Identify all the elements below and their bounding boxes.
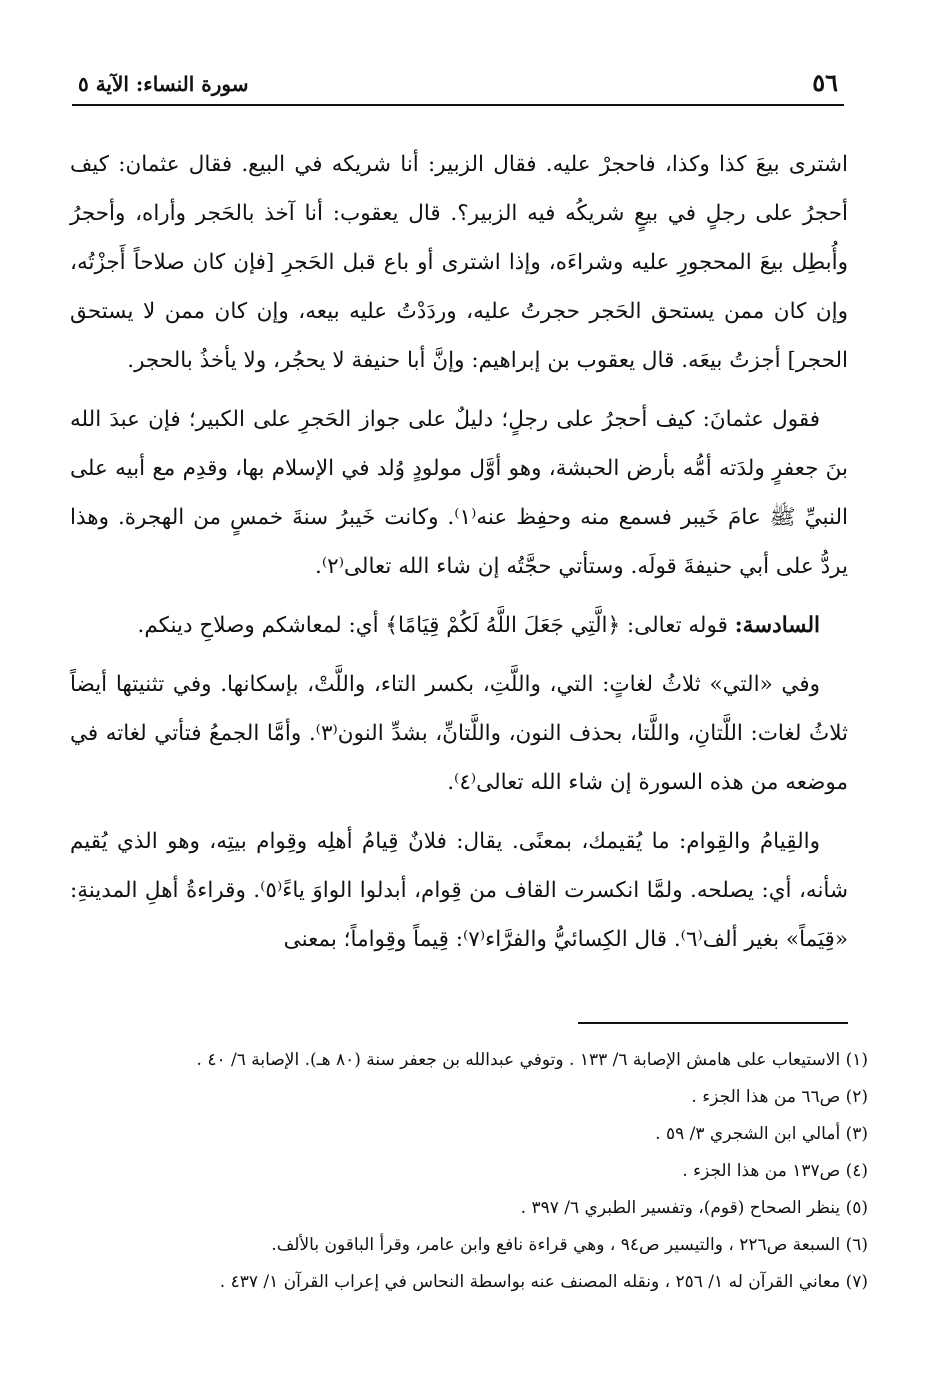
- page-header: [72, 60, 844, 106]
- footnotes: [80, 1042, 868, 1301]
- footnote-6: (٦) السبعة ص٢٢٦ ، والتيسير ص٩٤ ، وهي قراءة نافع وابن عامر، وقرأ الباقون بالألف.: [271, 1235, 868, 1255]
- footnote-5: (٥) ينظر الصحاح (قوم)، وتفسير الطبري ٦/ ٣٩٧ .: [520, 1198, 868, 1218]
- footnote-2: (٢) ص٦٦ من هذا الجزء .: [691, 1087, 868, 1107]
- paragraph-4: وفي «التي» ثلاثُ لغاتٍ: التي، واللَّتِ، بكسر التاء، واللَّتْ، بإسكانها. وفي تثنيتها أيضاً ثلاثُ لغات: اللَّتانِ، واللَّتا، بحذف النون، واللَّتانِّ، بشدِّ النون⁽٣⁾. وأمَّا الجمعُ فتأتي لغاته في موضعه من هذه السورة إن شاء الله تعالى⁽٤⁾.: [70, 672, 849, 795]
- section-label: السادسة:: [734, 613, 820, 638]
- paragraph-3-text: قوله تعالى: ﴿الَّتِي جَعَلَ اللَّهُ لَكُمْ قِيَامًا﴾ أي: لمعاشكم وصلاحِ دينكم.: [137, 613, 735, 638]
- paragraph-3: [70, 601, 848, 650]
- footnote-1: (١) الاستيعاب على هامش الإصابة ٦/ ١٣٣ . وتوفي عبدالله بن جعفر سنة (٨٠ هـ). الإصابة ٦/ ٤٠ .: [196, 1050, 868, 1070]
- footnote-4: (٤) ص١٣٧ من هذا الجزء .: [682, 1161, 868, 1181]
- footnote-3: (٣) أمالي ابن الشجري ٣/ ٥٩ .: [655, 1124, 868, 1144]
- page-number: ٥٦: [812, 68, 838, 97]
- running-title: سورة النساء: الآية ٥: [78, 72, 249, 96]
- paragraph-2: فقول عثمانَ: كيف أحجرُ على رجلٍ؛ دليلٌ على جواز الحَجرِ على الكبير؛ فإن عبدَ الله بنَ جعفرٍ ولدَته أمُّه بأرض الحبشة، وهو أوَّل مولودٍ وُلد في الإسلام بها، وقدِم مع أبيه على النبيِّ ﷺ عامَ خَيبر فسمع منه وحفِظ عنه⁽١⁾. وكانت خَيبرُ سنةَ خمسٍ من الهجرة. وهذا يردُّ على أبي حنيفةَ قولَه. وستأتي حجَّتُه إن شاء الله تعالى⁽٢⁾.: [70, 407, 848, 579]
- main-text: [70, 140, 848, 974]
- paragraph-5: والقِيامُ والقِوام: ما يُقيمك، بمعنًى. يقال: فلانٌ قِيامُ أهلِه وقِوام بيتِه، وهو الذي يُقيم شأنه، أي: يصلحه. ولمَّا انكسرت القاف من قِوام، أبدلوا الواوَ ياءً⁽٥⁾. وقراءةُ أهلِ المدينةِ: «قِيَماً» بغير ألف⁽٦⁾. قال الكِسائيُّ والفرَّاء⁽٧⁾: قِيماً وقِواماً؛ بمعنى: [70, 829, 848, 952]
- footnote-separator: [578, 1022, 848, 1024]
- paragraph-1: اشترى بيعَ كذا وكذا، فاحجرْ عليه. فقال الزبير: أنا شريكه في البيع. فقال عثمان: كيف أحجرُ على رجلٍ في بيعٍ شريكُه فيه الزبير؟. قال يعقوب: أنا آخذ بالحَجر وأراه، وأحجرُ وأُبطِل بيعَ المحجورِ عليه وشراءَه، وإذا اشترى أو باع قبل الحَجرِ [فإن كان صلاحاً أَجزْتُه، وإن كان ممن يستحق الحَجر حجرتُ عليه، وردَدْتُ عليه بيعه، وإن كان ممن لا يستحق الحجر] أجزتُ بيعَه. قال يعقوب بن إبراهيم: وإنَّ أبا حنيفة لا يحجُر، ولا يأخذُ بالحجر.: [70, 152, 848, 373]
- footnote-7: (٧) معاني القرآن له ١/ ٢٥٦ ، ونقله المصنف عنه بواسطة النحاس في إعراب القرآن ١/ ٤٣٧ .: [219, 1272, 868, 1292]
